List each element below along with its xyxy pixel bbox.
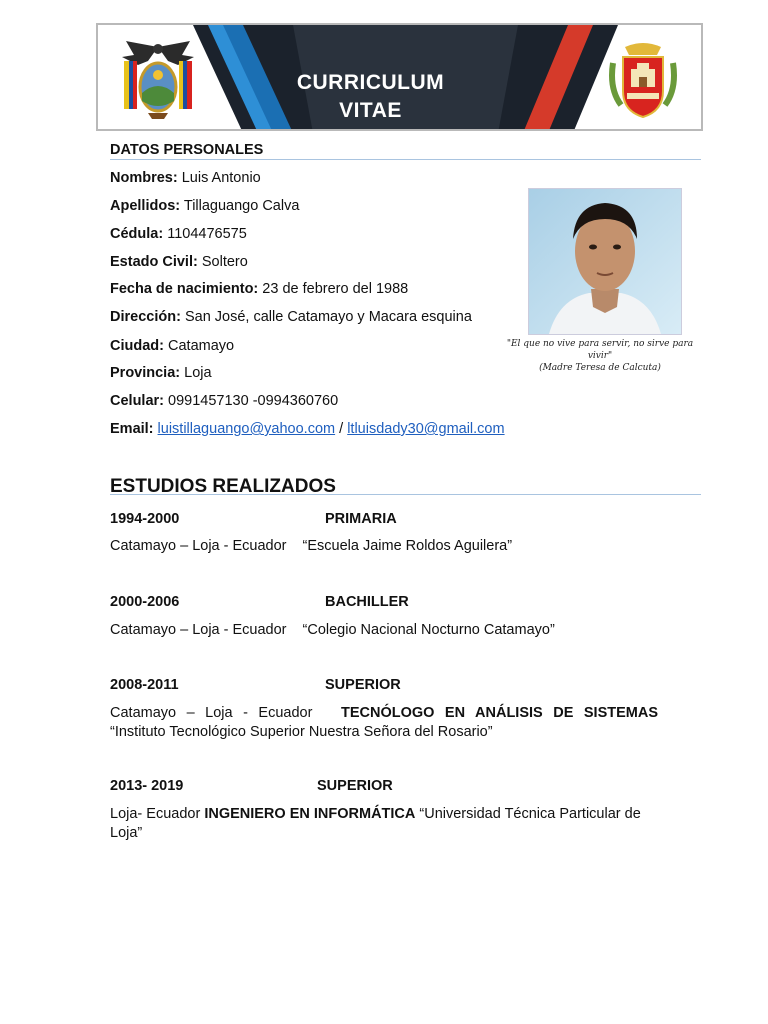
person-photo-icon [529,189,681,334]
studies-rule [110,494,701,495]
study-desc-2: Catamayo – Loja - Ecuador “Colegio Nacional Nocturno Catamayo” [110,622,555,638]
profile-photo [528,188,682,335]
study-desc-3: Catamayo – Loja - Ecuador TECNÓLOGO EN ANÁLISIS DE SISTEMAS “Instituto Tecnológico Superior Nuestra Señora del Rosario” [110,705,658,740]
cv-title: CURRICULUM VITAE [296,71,445,122]
email-link-gmail[interactable]: ltluisdady30@gmail.com [347,421,505,437]
field-fecha-nacimiento: Fecha de nacimiento: 23 de febrero del 1988 [110,281,409,297]
field-estado-civil: Estado Civil: Soltero [110,254,248,270]
quote: "El que no vive para servir, no sirve para vivir" (Madre Teresa de Calcuta) [506,339,694,373]
study-level-3: SUPERIOR [325,677,401,693]
ecuador-coat-of-arms-icon [118,39,198,121]
field-cedula: Cédula: 1104476575 [110,226,247,242]
study-years-2: 2000-2006 [110,594,180,610]
field-nombres: Nombres: Luis Antonio [110,170,261,186]
field-provincia: Provincia: Loja [110,365,212,381]
municipal-coat-of-arms-icon [603,39,683,121]
header-banner [96,23,703,131]
field-email: Email: luistillaguango@yahoo.com / ltluisdady30@gmail.com [110,421,505,437]
study-years-1: 1994-2000 [110,511,180,527]
study-desc-4: Loja- Ecuador INGENIERO EN INFORMÁTICA “Universidad Técnica Particular de Loja” [110,806,641,841]
field-direccion: Dirección: San José, calle Catamayo y Macara esquina [110,309,472,325]
field-celular: Celular: 0991457130 -0994360760 [110,393,339,409]
study-level-1: PRIMARIA [325,511,397,527]
study-desc-1: Catamayo – Loja - Ecuador “Escuela Jaime Roldos Aguilera” [110,538,513,554]
studies-heading: ESTUDIOS REALIZADOS [110,476,336,497]
email-link-yahoo[interactable]: luistillaguango@yahoo.com [157,421,336,437]
field-apellidos: Apellidos: Tillaguango Calva [110,198,300,214]
study-years-4: 2013- 2019 [110,778,184,794]
field-ciudad: Ciudad: Catamayo [110,338,235,354]
personal-data-rule [110,159,701,160]
study-level-2: BACHILLER [325,594,409,610]
personal-data-heading: DATOS PERSONALES [110,142,264,158]
study-level-4: SUPERIOR [317,778,393,794]
study-years-3: 2008-2011 [110,677,179,693]
